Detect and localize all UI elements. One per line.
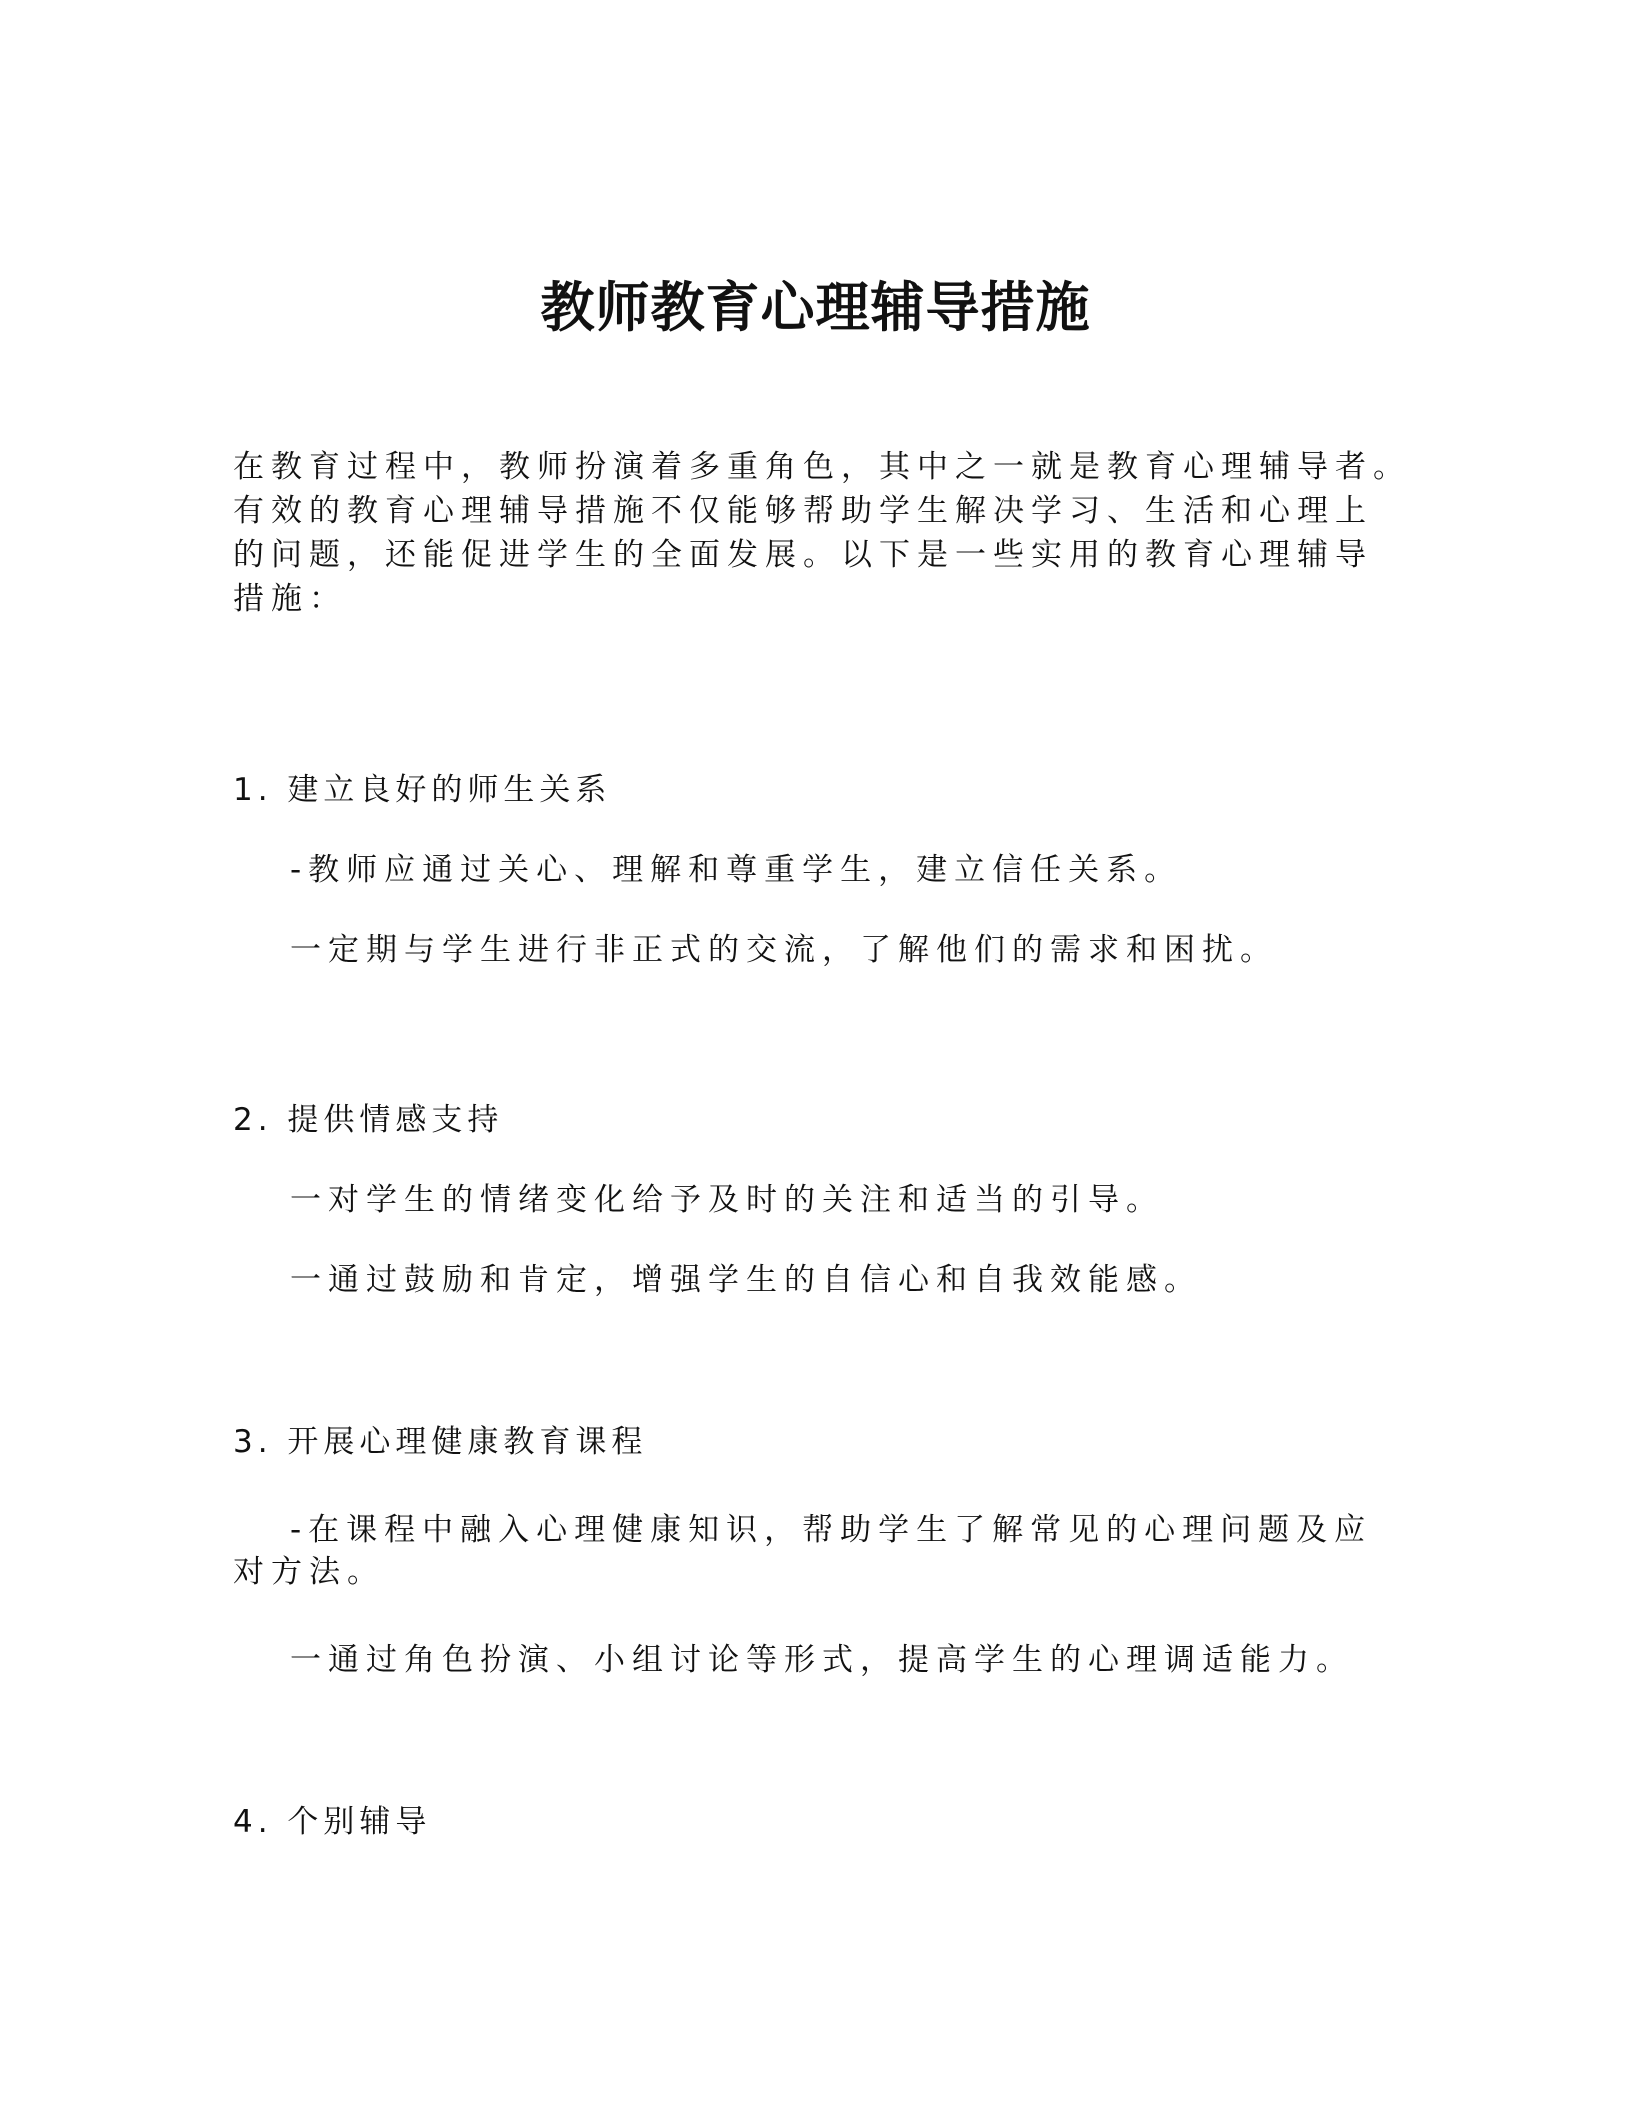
section-3-item-1: -在课程中融入心理健康知识，帮助学生了解常见的心理问题及应: [290, 1512, 1373, 1548]
section-1-item-2: 一定期与学生进行非正式的交流，了解他们的需求和困扰。: [290, 932, 1278, 968]
intro-line-1: 在教育过程中，教师扮演着多重角色，其中之一就是教育心理辅导者。: [233, 449, 1411, 485]
document-title: 教师教育心理辅导措施: [540, 275, 1091, 339]
intro-line-3: 的问题，还能促进学生的全面发展。以下是一些实用的教育心理辅导: [233, 537, 1373, 573]
section-4-heading: 4. 个别辅导: [233, 1804, 432, 1840]
section-2-heading: 2. 提供情感支持: [233, 1102, 504, 1138]
section-3-heading: 3. 开展心理健康教育课程: [233, 1424, 648, 1460]
section-1-item-1: -教师应通过关心、理解和尊重学生，建立信任关系。: [290, 852, 1183, 888]
intro-line-2: 有效的教育心理辅导措施不仅能够帮助学生解决学习、生活和心理上: [233, 493, 1373, 529]
section-3-item-2: 一通过角色扮演、小组讨论等形式，提高学生的心理调适能力。: [290, 1642, 1354, 1678]
section-3-item-1-cont: 对方法。: [233, 1554, 385, 1590]
intro-line-4: 措施：: [233, 581, 347, 617]
section-2-item-2: 一通过鼓励和肯定，增强学生的自信心和自我效能感。: [290, 1262, 1202, 1298]
section-1-heading: 1. 建立良好的师生关系: [233, 772, 612, 808]
section-2-item-1: 一对学生的情绪变化给予及时的关注和适当的引导。: [290, 1182, 1164, 1218]
